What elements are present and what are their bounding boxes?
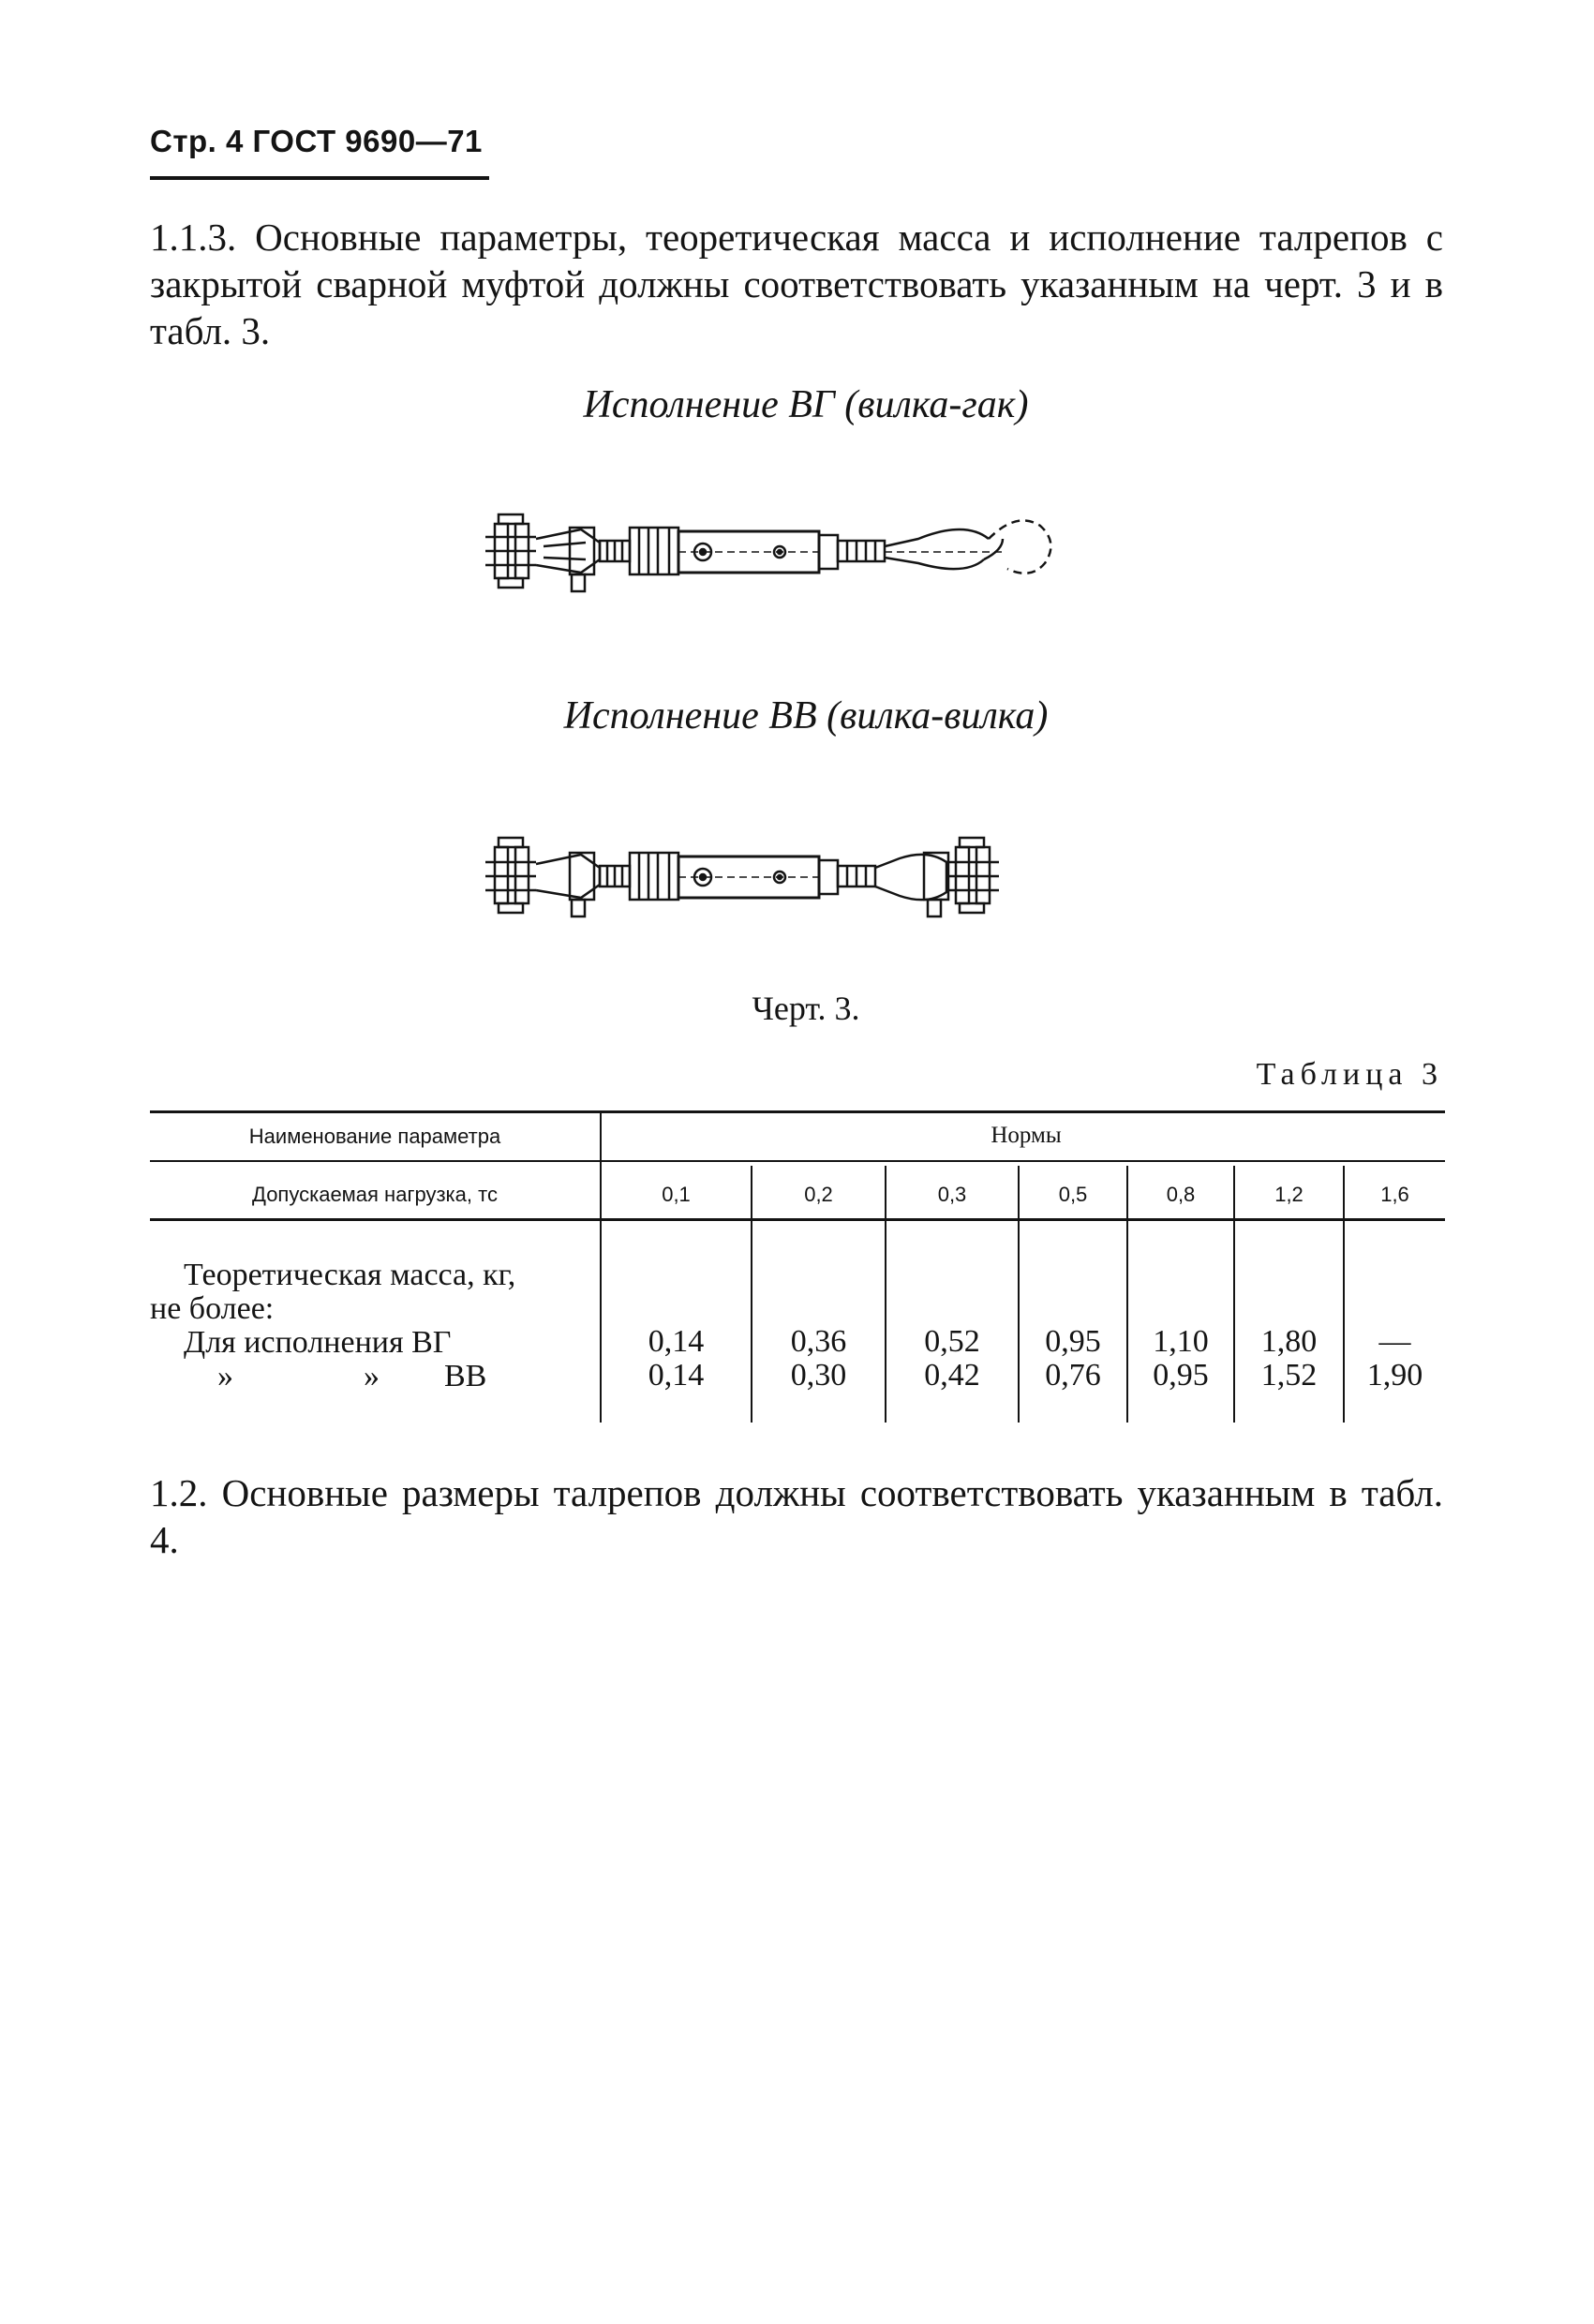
figure-caption-vv: Исполнение ВВ (вилка-вилка)	[563, 694, 1049, 737]
table-load-row-label: Допускаемая нагрузка, тс	[252, 1183, 498, 1206]
table-load-cell: 0,1	[662, 1183, 691, 1206]
vv-mass-cell: 0,76	[1045, 1358, 1101, 1393]
mass-label-line1: Теоретическая масса, кг,	[184, 1258, 516, 1292]
vv-row-label: ВВ	[444, 1359, 487, 1393]
vv-mass-cell: 0,95	[1153, 1358, 1209, 1393]
mass-label-line2: не более:	[150, 1291, 275, 1326]
vv-row-quote: »	[217, 1359, 233, 1393]
vv-mass-cell: 0,14	[648, 1358, 705, 1393]
vv-mass-cell: 0,42	[924, 1358, 980, 1393]
paragraph-1-1-3: 1.1.3. Основные параметры, теоретическая масса и исполнение талрепов с закрытой сварной муфтой должны соответствовать указанным на черт. 3 и в табл. 3.	[150, 216, 1443, 352]
table-load-cell: 0,2	[804, 1183, 833, 1206]
figure-caption-vg: Исполнение ВГ (вилка-гак)	[583, 383, 1029, 426]
page-header: Стр. 4 ГОСТ 9690—71	[150, 124, 483, 158]
table-header-norms: Нормы	[991, 1123, 1062, 1148]
table-header-divider	[150, 1160, 1445, 1162]
vg-mass-cell: 1,80	[1260, 1324, 1318, 1359]
table-header-param: Наименование параметра	[248, 1125, 501, 1148]
table-load-cell: 1,6	[1380, 1183, 1409, 1206]
vg-mass-cell: 0,95	[1045, 1324, 1101, 1359]
vv-row-quote: »	[364, 1359, 380, 1393]
vg-mass-cell: 0,36	[790, 1324, 847, 1359]
turnbuckle-fork-fork-drawing	[478, 825, 1134, 928]
vv-mass-cell: 0,30	[790, 1358, 847, 1393]
table-header-bottom-rule	[150, 1218, 1445, 1221]
vg-mass-cell: 1,10	[1153, 1324, 1209, 1359]
table-title: Таблица 3	[1256, 1057, 1443, 1092]
table-top-rule	[150, 1110, 1445, 1113]
table-load-cell: 0,3	[937, 1183, 967, 1206]
table-load-cell: 0,5	[1058, 1183, 1088, 1206]
table-load-cell: 1,2	[1274, 1183, 1304, 1206]
header-underline	[150, 176, 489, 180]
table-load-cell: 0,8	[1166, 1183, 1196, 1206]
vg-row-label: Для исполнения ВГ	[184, 1325, 452, 1360]
figure-label: Черт. 3.	[752, 990, 860, 1027]
vg-mass-cell: 0,52	[924, 1324, 980, 1359]
vg-mass-cell: 0,14	[648, 1324, 705, 1359]
turnbuckle-fork-hook-drawing	[478, 501, 1134, 600]
vv-mass-cell: 1,52	[1260, 1358, 1318, 1393]
vv-mass-cell: 1,90	[1366, 1358, 1423, 1393]
paragraph-1-2: 1.2. Основные размеры талрепов должны соответствовать указанным в табл. 4.	[150, 1471, 1443, 1561]
vg-mass-cell: —	[1378, 1324, 1411, 1359]
